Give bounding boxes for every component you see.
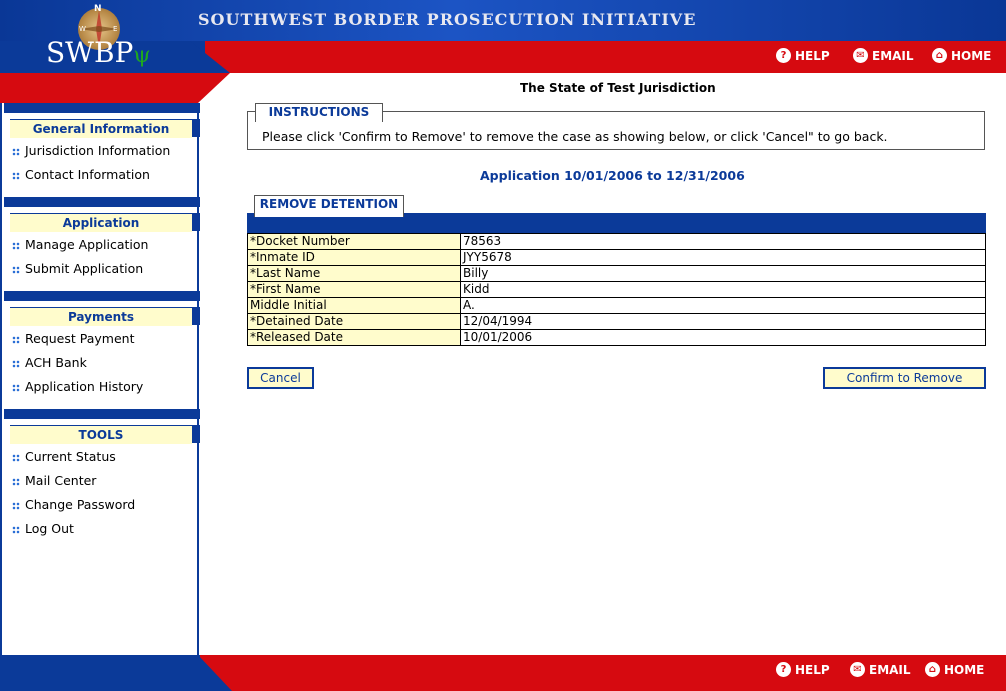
bullet-icon <box>12 172 20 180</box>
sidebar-section-bar <box>4 197 200 207</box>
first-name-label: *First Name <box>248 282 461 298</box>
sidebar-section-tools: TOOLS <box>10 425 192 444</box>
sidebar-item-ach-bank[interactable]: ACH Bank <box>12 355 87 370</box>
detention-table <box>247 233 986 346</box>
bullet-icon <box>12 242 20 250</box>
sidebar-section-bar <box>4 291 200 301</box>
header-help-link[interactable]: ? HELP <box>776 48 830 63</box>
table-row <box>248 250 986 266</box>
sidebar <box>0 103 198 655</box>
inmate-id-value: JYY5678 <box>461 250 986 266</box>
application-period: Application 10/01/2006 to 12/31/2006 <box>480 168 745 183</box>
sidebar-divider <box>197 103 199 655</box>
sidebar-section-application: Application <box>10 213 192 232</box>
bullet-icon <box>12 454 20 462</box>
footer-blue-block <box>0 655 200 691</box>
bullet-icon <box>12 478 20 486</box>
sidebar-item-request-payment[interactable]: Request Payment <box>12 331 134 346</box>
sidebar-item-change-password[interactable]: Change Password <box>12 497 135 512</box>
compass-n: N <box>94 4 102 14</box>
released-date-label: *Released Date <box>248 330 461 346</box>
confirm-to-remove-button[interactable]: Confirm to Remove <box>823 367 986 389</box>
remove-detention-tab: REMOVE DETENTION <box>254 195 404 217</box>
sidebar-item-mail-center[interactable]: Mail Center <box>12 473 96 488</box>
sidebar-item-submit-application[interactable]: Submit Application <box>12 261 143 276</box>
home-icon: ⌂ <box>925 662 940 677</box>
docket-number-label: *Docket Number <box>248 234 461 250</box>
table-row <box>248 298 986 314</box>
sidebar-item-manage-application[interactable]: Manage Application <box>12 237 148 252</box>
table-row <box>248 266 986 282</box>
middle-initial-value: A. <box>461 298 986 314</box>
sidebar-section-bar <box>4 409 200 419</box>
help-icon: ? <box>776 48 791 63</box>
instructions-tab: INSTRUCTIONS <box>255 103 383 122</box>
sidebar-item-log-out[interactable]: Log Out <box>12 521 74 536</box>
table-row <box>248 330 986 346</box>
first-name-value: Kidd <box>461 282 986 298</box>
site-title: SOUTHWEST BORDER PROSECUTION INITIATIVE <box>198 10 697 29</box>
sidebar-item-jurisdiction-information[interactable]: Jurisdiction Information <box>12 143 170 158</box>
header-home-link[interactable]: ⌂ HOME <box>932 48 991 63</box>
table-row <box>248 314 986 330</box>
remove-detention-tab-join <box>255 213 403 217</box>
released-date-value: 10/01/2006 <box>461 330 986 346</box>
footer-email-link[interactable]: ✉ EMAIL <box>850 662 911 677</box>
bullet-icon <box>12 266 20 274</box>
sidebar-item-application-history[interactable]: Application History <box>12 379 143 394</box>
logo-text: SWBPψ <box>46 36 151 69</box>
bullet-icon <box>12 502 20 510</box>
help-icon: ? <box>776 662 791 677</box>
email-icon: ✉ <box>853 48 868 63</box>
detained-date-value: 12/04/1994 <box>461 314 986 330</box>
inmate-id-label: *Inmate ID <box>248 250 461 266</box>
bullet-icon <box>12 384 20 392</box>
bullet-icon <box>12 336 20 344</box>
header-red-diagonal <box>198 73 230 103</box>
footer-home-link[interactable]: ⌂ HOME <box>925 662 984 677</box>
table-row <box>248 282 986 298</box>
middle-initial-label: Middle Initial <box>248 298 461 314</box>
bullet-icon <box>12 148 20 156</box>
instructions-text: Please click 'Confirm to Remove' to remove the case as showing below, or click 'Cancel" to go back. <box>262 129 888 144</box>
header-email-link[interactable]: ✉ EMAIL <box>853 48 914 63</box>
sidebar-item-contact-information[interactable]: Contact Information <box>12 167 150 182</box>
email-icon: ✉ <box>850 662 865 677</box>
header-red-strip <box>0 73 198 103</box>
table-row <box>248 234 986 250</box>
cactus-icon: ψ <box>133 43 151 68</box>
last-name-value: Billy <box>461 266 986 282</box>
sidebar-section-payments: Payments <box>10 307 192 326</box>
docket-number-value: 78563 <box>461 234 986 250</box>
bullet-icon <box>12 360 20 368</box>
footer-help-link[interactable]: ? HELP <box>776 662 830 677</box>
sidebar-section-bar <box>4 103 200 113</box>
home-icon: ⌂ <box>932 48 947 63</box>
last-name-label: *Last Name <box>248 266 461 282</box>
sidebar-item-current-status[interactable]: Current Status <box>12 449 116 464</box>
jurisdiction-title: The State of Test Jurisdiction <box>520 81 716 95</box>
bullet-icon <box>12 526 20 534</box>
detained-date-label: *Detained Date <box>248 314 461 330</box>
sidebar-section-general-information: General Information <box>10 119 192 138</box>
compass-e: E <box>113 25 118 33</box>
cancel-button[interactable]: Cancel <box>247 367 314 389</box>
compass-w: W <box>79 25 86 33</box>
